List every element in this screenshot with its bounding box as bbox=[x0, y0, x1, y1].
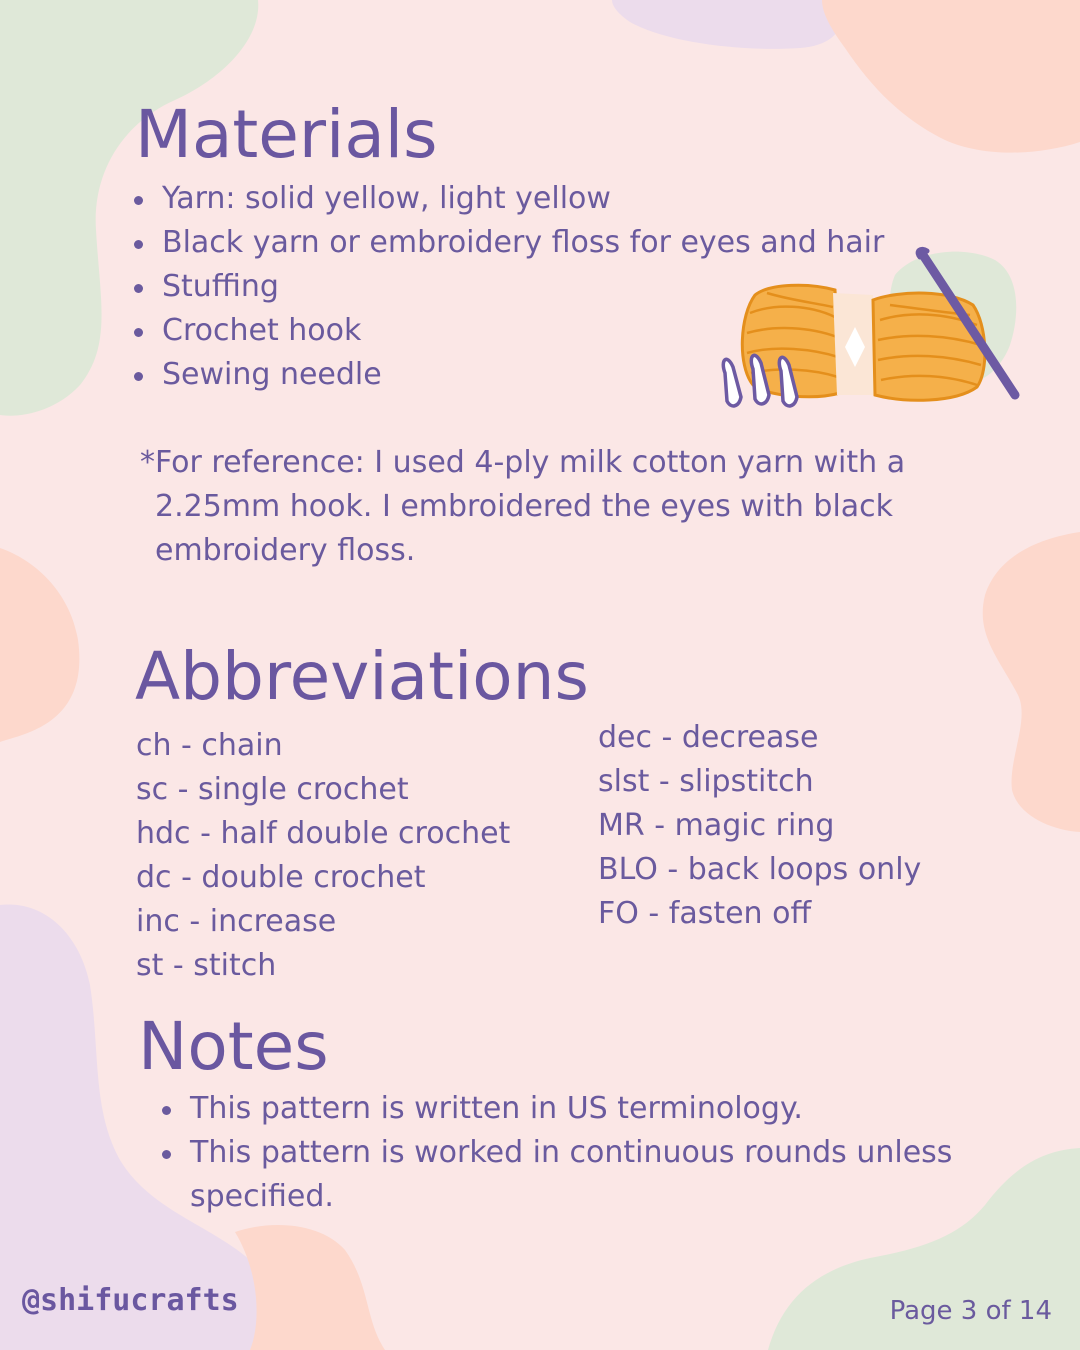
list-item: This pattern is written in US terminology. bbox=[162, 1087, 992, 1131]
list-item: Black yarn or embroidery floss for eyes and hair bbox=[134, 221, 884, 265]
list-item: MR - magic ring bbox=[598, 808, 835, 843]
list-item: inc - increase bbox=[136, 904, 337, 939]
yarn-illustration bbox=[715, 245, 1025, 420]
notes-list bbox=[162, 1087, 992, 1219]
reference-line: 2.25mm hook. I embroidered the eyes with black bbox=[155, 489, 894, 524]
page-number: Page 3 of 14 bbox=[889, 1296, 1052, 1326]
list-item: Stuffing bbox=[134, 265, 884, 309]
list-item: Yarn: solid yellow, light yellow bbox=[134, 177, 884, 221]
list-item: st - stitch bbox=[136, 948, 277, 983]
abbreviations-title: Abbreviations bbox=[135, 638, 589, 715]
yarn-ball-icon bbox=[742, 285, 985, 400]
list-item: slst - slipstitch bbox=[598, 764, 814, 799]
reference-note bbox=[140, 441, 940, 573]
materials-title: Materials bbox=[135, 96, 438, 173]
list-item: dec - decrease bbox=[598, 720, 819, 755]
list-item: This pattern is worked in continuous rounds unless specified. bbox=[162, 1131, 992, 1219]
abbreviations-left-column bbox=[136, 724, 510, 988]
list-item: ch - chain bbox=[136, 728, 283, 763]
list-item: FO - fasten off bbox=[598, 896, 812, 931]
reference-line: *For reference: I used 4-ply milk cotton yarn with a bbox=[140, 445, 906, 480]
list-item: hdc - half double crochet bbox=[136, 816, 511, 851]
reference-line: embroidery floss. bbox=[155, 533, 416, 568]
abbreviations-right-column bbox=[598, 716, 921, 936]
stitch-marker-icon bbox=[723, 355, 797, 406]
list-item: Sewing needle bbox=[134, 353, 884, 397]
list-item: BLO - back loops only bbox=[598, 852, 922, 887]
list-item: Crochet hook bbox=[134, 309, 884, 353]
notes-title: Notes bbox=[138, 1008, 329, 1085]
list-item: dc - double crochet bbox=[136, 860, 426, 895]
author-handle: @shifucrafts bbox=[22, 1283, 239, 1318]
list-item: sc - single crochet bbox=[136, 772, 409, 807]
